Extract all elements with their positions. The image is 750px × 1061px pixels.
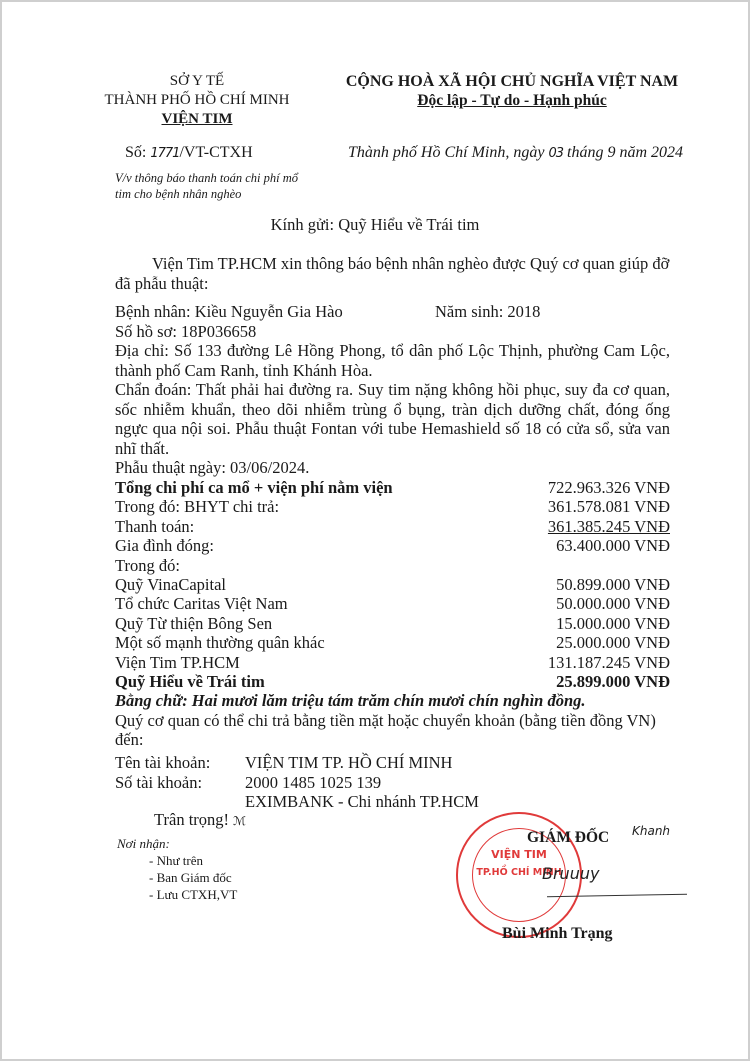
finance-label: Quỹ Từ thiện Bông Sen <box>115 613 273 633</box>
agency-org: VIỆN TIM <box>161 111 233 127</box>
director-title: GIÁM ĐỐC <box>527 829 610 846</box>
finance-amount: 25.899.000 VNĐ <box>556 671 670 691</box>
surgery-date: Phẫu thuật ngày: 03/06/2024. <box>115 458 310 477</box>
recipients-title: Nơi nhận: <box>117 836 170 851</box>
finance-label: Thanh toán: <box>115 516 195 536</box>
recipient-item: - Như trên <box>149 853 203 868</box>
finance-amount: 25.000.000 VNĐ <box>556 633 670 653</box>
finance-row <box>115 497 670 516</box>
finance-row <box>115 614 670 633</box>
finance-amount: 50.899.000 VNĐ <box>556 574 670 594</box>
date-day-handwritten: 03 <box>548 146 563 161</box>
finance-row <box>115 594 670 613</box>
account-no: 2000 1485 1025 139 <box>245 772 382 792</box>
agency-line-1: SỞ Y TẾ <box>169 73 225 89</box>
place-date-suffix: tháng 9 năm 2024 <box>567 144 683 161</box>
regards-text: Trân trọng! <box>154 810 230 829</box>
document-number <box>125 144 253 162</box>
finance-amount: 50.000.000 VNĐ <box>556 594 670 614</box>
finance-row <box>115 517 670 536</box>
agency-line-2: THÀNH PHỐ HỒ CHÍ MINH <box>104 92 290 108</box>
patient-address: Địa chỉ: Số 133 đường Lê Hồng Phong, tổ dân phố Lộc Thịnh, phường Cam Lộc, thành phố Cam Ranh, tỉnh Khánh Hòa. <box>115 341 670 380</box>
recipient-item: - Lưu CTXH,VT <box>149 887 238 902</box>
finance-amount: 722.963.326 VNĐ <box>547 478 670 497</box>
nation-title: CỘNG HOÀ XÃ HỘI CHỦ NGHĨA VIỆT NAM <box>345 73 679 90</box>
place-date-prefix: Thành phố Hồ Chí Minh, ngày <box>348 144 545 161</box>
patient-name: Bệnh nhân: Kiều Nguyễn Gia Hào <box>115 302 343 321</box>
patient-info <box>115 302 670 478</box>
account-name: VIỆN TIM TP. HỒ CHÍ MINH <box>245 753 453 772</box>
doc-number-suffix: /VT-CTXH <box>179 144 253 161</box>
finance-label: Trong đó: <box>115 555 180 575</box>
bank-details <box>115 753 670 812</box>
finance-row <box>115 478 670 497</box>
side-initial-signature: Khanh <box>632 824 671 838</box>
stamp-line-1: VIỆN TIM <box>491 848 547 861</box>
director-name: Bùi Minh Trạng <box>502 925 613 942</box>
place-date <box>348 144 683 162</box>
stamp-line-2: TP.HỒ CHÍ MINH <box>476 867 562 878</box>
account-no-label: Số tài khoản: <box>115 772 203 792</box>
recipients-list <box>117 835 237 903</box>
finance-amount: 131.187.245 VNĐ <box>547 652 670 672</box>
finance-amount: 15.000.000 VNĐ <box>556 613 670 633</box>
finance-row-highlight <box>115 672 670 691</box>
recipient-item: - Ban Giám đốc <box>149 870 232 885</box>
finance-label: Trong đó: BHYT chi trả: <box>115 497 280 517</box>
patient-diagnosis: Chẩn đoán: Thất phải hai đường ra. Suy tim nặng không hồi phục, suy đa cơ quan, sốc nhiễm khuẩn, theo dõi nhiễm trùng ổ bụng, tràn dịch dưỡng chất, đóng ống ngực qua nội soi. Phẫu thuật Fontan với tube Hemashield số 18 có cửa sổ, sửa van nhĩ thất. <box>115 380 670 458</box>
closing-regards <box>154 810 246 830</box>
bank-branch: EXIMBANK - Chi nhánh TP.HCM <box>245 792 479 811</box>
director-signature: Bruuuy <box>542 864 600 883</box>
patient-birth-year: Năm sinh: 2018 <box>435 302 541 321</box>
finance-label: Tổ chức Caritas Việt Nam <box>115 594 288 614</box>
finance-row <box>115 556 670 575</box>
initials-mark: ℳ <box>233 814 246 828</box>
finance-label: Tổng chi phí ca mổ + viện phí nằm viện <box>115 478 393 497</box>
amount-in-words: Bằng chữ: Hai mươi lăm triệu tám trăm chín mươi chín nghìn đồng. <box>115 691 586 711</box>
finance-amount: 361.385.245 VNĐ <box>547 516 670 536</box>
account-name-label: Tên tài khoản: <box>115 753 211 772</box>
finance-label: Quỹ VinaCapital <box>115 574 226 594</box>
national-motto: Độc lập - Tự do - Hạnh phúc <box>417 92 607 109</box>
doc-number-handwritten: 1771 <box>150 146 180 161</box>
finance-label: Gia đình đóng: <box>115 536 214 556</box>
finance-row <box>115 633 670 652</box>
finance-amount: 63.400.000 VNĐ <box>556 536 670 556</box>
finance-label: Quỹ Hiểu về Trái tim <box>115 671 265 691</box>
recipient-line: Kính gửi: Quỹ Hiểu về Trái tim <box>270 215 480 234</box>
finance-label: Viện Tim TP.HCM <box>115 652 240 672</box>
finance-row <box>115 536 670 555</box>
finance-row <box>115 575 670 594</box>
patient-record-no: Số hồ sơ: 18P036658 <box>115 321 257 341</box>
finance-row <box>115 653 670 672</box>
payment-note: Quý cơ quan có thể chi trả bằng tiền mặt hoặc chuyển khoản (bằng tiền đồng VN) đến: <box>115 710 656 750</box>
finance-table <box>115 478 670 750</box>
issuing-agency <box>102 72 292 129</box>
doc-number-prefix: Số: <box>125 144 147 161</box>
document-subject: V/v thông báo thanh toán chi phí mổ tim cho bệnh nhân nghèo <box>115 171 298 201</box>
intro-paragraph: Viện Tim TP.HCM xin thông báo bệnh nhân nghèo được Quý cơ quan giúp đỡ đã phẫu thuật: <box>115 254 670 293</box>
national-header <box>332 72 692 110</box>
finance-label: Một số mạnh thường quân khác <box>115 633 325 653</box>
finance-amount: 361.578.081 VNĐ <box>547 497 670 517</box>
